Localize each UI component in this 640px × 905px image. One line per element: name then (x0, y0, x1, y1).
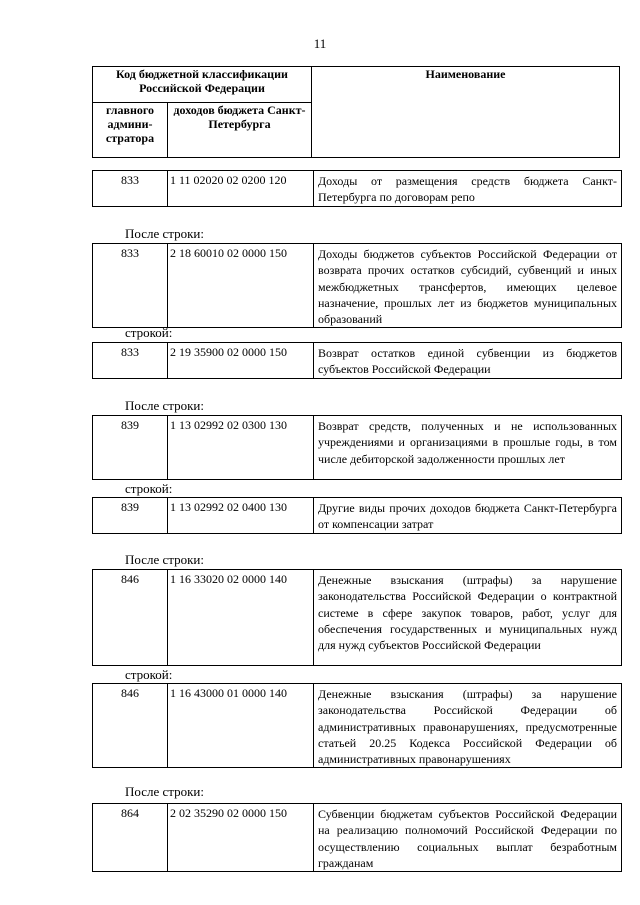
page-number: 11 (313, 36, 327, 51)
budget-code: 1 11 02020 02 0200 120 (168, 171, 314, 207)
table-row (92, 415, 622, 480)
header-table (92, 66, 620, 158)
row-name (314, 684, 622, 768)
row-name-text: Другие виды прочих доходов бюджета Санкт-Петербурга от компенсации затрат (318, 501, 617, 532)
header-code-group: Код бюджетной классификации Российской Федерации (93, 67, 312, 103)
admin-code: 833 (93, 343, 168, 379)
after-row-label: После строки: (125, 784, 204, 799)
budget-code: 2 19 35900 02 0000 150 (168, 343, 314, 379)
admin-code: 839 (93, 498, 168, 534)
admin-code: 833 (93, 244, 168, 328)
budget-code: 1 16 43000 01 0000 140 (168, 684, 314, 768)
budget-code: 1 16 33020 02 0000 140 (168, 570, 314, 666)
with-row-label: строкой: (125, 481, 173, 496)
with-row-label: строкой: (125, 325, 173, 340)
row-name (314, 498, 622, 534)
budget-code: 2 18 60010 02 0000 150 (168, 244, 314, 328)
after-row-label: После строки: (125, 398, 204, 413)
after-row-label: После строки: (125, 552, 204, 567)
budget-code: 1 13 02992 02 0400 130 (168, 498, 314, 534)
admin-code: 864 (93, 804, 168, 872)
admin-code: 846 (93, 570, 168, 666)
row-name-text: Возврат остатков единой субвенции из бюджетов субъектов Российской Федерации (318, 346, 617, 377)
budget-code: 1 13 02992 02 0300 130 (168, 416, 314, 480)
table-row (92, 803, 622, 872)
admin-code: 833 (93, 171, 168, 207)
row-name (314, 343, 622, 379)
row-name-text: Денежные взыскания (штрафы) за нарушение законодательства Российской Федерации о контрактной системе в сфере закупок товаров, работ, услуг для обеспечения государственных и муниципальных нужд для нужд субъектов Российской Федерации (318, 573, 617, 653)
with-row-label: строкой: (125, 667, 173, 682)
row-name-text: Доходы бюджетов субъектов Российской Федерации от возврата прочих остатков субсидий, субвенций и иных межбюджетных трансфертов, имеющих целевое назначение, прошлых лет из бюджетов муниципальных образований (318, 247, 617, 327)
table-row (92, 243, 622, 328)
table-row (92, 342, 622, 379)
row-name (314, 416, 622, 480)
row-name (314, 570, 622, 666)
table-row (92, 170, 622, 207)
header-admin: главного админи-стратора (93, 103, 168, 158)
row-name (314, 171, 622, 207)
table-row (92, 683, 622, 768)
table-row (92, 569, 622, 666)
after-row-label: После строки: (125, 226, 204, 241)
row-name-text: Доходы от размещения средств бюджета Санкт-Петербурга по договорам репо (318, 174, 617, 205)
admin-code: 846 (93, 684, 168, 768)
row-name-text: Денежные взыскания (штрафы) за нарушение законодательства Российской Федерации об административных правонарушениях, предусмотренные статьей 20.25 Кодекса Российской Федерации об административных правонарушениях (318, 687, 617, 767)
table-row (92, 497, 622, 534)
row-name (314, 244, 622, 328)
header-income: доходов бюджета Санкт-Петербурга (168, 103, 312, 158)
row-name-text: Возврат средств, полученных и не использованных учреждениями и организациями в прошлые годы, в том числе дебиторской задолженности прошлых лет (318, 419, 617, 466)
admin-code: 839 (93, 416, 168, 480)
budget-code: 2 02 35290 02 0000 150 (168, 804, 314, 872)
row-name-text: Субвенции бюджетам субъектов Российской Федерации на реализацию полномочий Российской Федерации по осуществлению социальных выплат безработным гражданам (318, 807, 617, 870)
header-name: Наименование (312, 67, 620, 158)
row-name (314, 804, 622, 872)
